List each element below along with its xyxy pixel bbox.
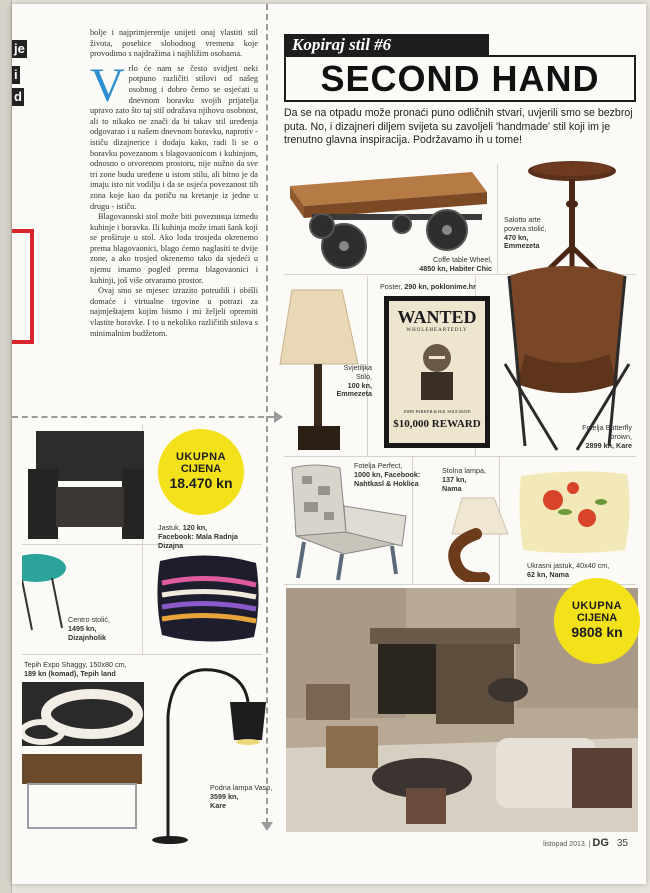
- magazine-page: [12, 4, 646, 884]
- caption-podna-lampa: Podna lampa Vaso, 3599 kn, Kare: [210, 783, 273, 810]
- badge-amount: 18.470 kn: [169, 475, 233, 491]
- caption-tepih: Tepih Expo Shaggy, 150x80 cm, 189 kn (komad), Tepih land: [24, 660, 127, 678]
- article-column: [90, 28, 258, 339]
- badge-label: UKUPNA: [571, 600, 623, 612]
- grid-line: [284, 456, 636, 457]
- drop-cap: V: [90, 58, 125, 112]
- caption-ukrasni-jastuk: Ukrasni jastuk, 40x40 cm, 62 kn, Nama: [527, 561, 610, 579]
- edge-fragment-1: je: [14, 41, 25, 56]
- page-number: 35: [616, 838, 628, 849]
- badge-label: UKUPNA: [175, 451, 227, 463]
- caption-jastuk: Jastuk, 120 kn, Facebook: Mala Radnja Dizajna: [158, 523, 238, 550]
- badge-amount: 9808 kn: [571, 624, 623, 640]
- string-chair-image: [22, 552, 67, 632]
- poster-portrait: [407, 336, 467, 402]
- article-paragraph: Blagovaonski stol može biti povezница između kuhinje i boravka. Ili kuhinja može imati šank koji se proširuje u stol. Ako loda trosjeda okrenemo prema blagovaonici, blago ćemo naglasiti te dvije zone, a ako trosjed okrenemo tako da sjedeći u njemu imamo pogled prema blagovaonici i kuhinji, još više otvaramo prostor.: [90, 212, 258, 285]
- page-title: SECOND HAND: [284, 55, 636, 102]
- caption-lamp-stilo: Svjetiljka Stilo, 100 kn, Emmezeta: [336, 363, 372, 399]
- caption-butterfly: Fotelja Butterfly brown, 2899 kn, Kare: [582, 423, 632, 450]
- edge-red-frame: [12, 229, 34, 344]
- poster-names: JOHN PARKER & H.R. SOULMATE: [403, 409, 471, 414]
- edge-fragment-2: i: [14, 67, 18, 82]
- striped-cushion-image: [154, 549, 260, 647]
- leather-armchair-image: [26, 429, 144, 547]
- caption-centro: Centro stolić, 1495 kn, Dizajnholik: [68, 615, 110, 642]
- previous-page-edge: [0, 0, 12, 893]
- caption-fotelja-perfect: Fotelja Perfect, 1000 kn, Facebook: Nahtkasl & Hoklica: [354, 461, 421, 488]
- grid-line: [22, 654, 262, 655]
- low-table-image: [22, 752, 142, 832]
- intro-text: Da se na otpadu može pronaći puno odličnih stvari, uvjerili smo se bezbroj puta. No, i dizajneri diljem svijeta su zavoljeli 'handmade' stil koji im je trenutno glavna inspiracija. Podržavamo ih u tome!: [284, 107, 633, 146]
- caption-poster: Poster, 290 kn, poklonime.hr: [380, 282, 476, 291]
- badge-label: CIJENA: [180, 463, 222, 475]
- total-price-badge-left: [158, 429, 244, 515]
- caption-coffee-table: Coffe table Wheel, 4850 kn, Habiter Chic: [419, 255, 492, 273]
- page-footer: listopad 2013. | DG 35: [543, 837, 628, 849]
- floral-cushion-image: [515, 466, 633, 556]
- poster-frame: [384, 296, 490, 448]
- poster-wanted: WANTED: [397, 307, 477, 327]
- total-price-badge-right: [554, 578, 640, 664]
- article-paragraph: Vrlo će nam se često svidjeti neki potpuno različiti stilovi od našeg osobnog i dobro čemo se osjećati u dnevnom boravku svojih prijatelja upravo zato što taj stil odražava njihovu osobnost, ali to nikako ne znači da bi takav stil uređenja odgovarao i u našem dnevnom boravku, naprotiv - ističu dizajnerice i dodaju kako, radi li se o boravku povezanom s blagovaonicom i kuhinjom, odnosno o otvorenom prostoru, nije nužno da sve tri zone budu uređene u istom stilu, ali bitno je da imaju isto nit vodilju i da se osjeća povezanost tih zona koje kao da potiču na kretanje iz jedne u drugu - ističu.: [90, 58, 258, 211]
- badge-label: CIJENA: [576, 612, 618, 624]
- poster-image: [389, 301, 485, 443]
- footer-brand: DG: [592, 837, 609, 849]
- edge-fragment-3: d: [14, 89, 22, 104]
- poster-sub: WHOLEHEARTEDLY: [406, 328, 468, 333]
- footer-date: listopad 2013.: [543, 841, 587, 848]
- article-paragraph: bolje i najprimjerenije unijeti onaj vlastiti stil života, posebice slobodnog vremena koje provodimo s najdražima i najbližim osobama.: [90, 28, 258, 59]
- grid-line: [497, 164, 498, 274]
- shaggy-rug-image: [22, 682, 144, 746]
- caption-stolna-lampa: Stolna lampa, 137 kn, Nama: [442, 466, 486, 493]
- poster-reward: $10,000 REWARD: [393, 418, 481, 430]
- caption-salotto: Salotto arte povera stolić, 470 kn, Emmezeta: [504, 215, 547, 251]
- arc-floor-lamp-image: [152, 656, 267, 846]
- desk-lamp-image: [438, 494, 512, 582]
- horizontal-dashed-divider: [12, 416, 274, 418]
- section-kicker: Kopiraj stil #6: [284, 34, 489, 56]
- article-paragraph: Ovaj smo se mjesec izrazito potrudili i obišli domaće i virtualne trgovine u potrazi za najmještajem kojim bismo i mi željeli opremiti vlastite boravke. I to u nekoliko različitih stilova s minimalnim budžetom.: [90, 286, 258, 338]
